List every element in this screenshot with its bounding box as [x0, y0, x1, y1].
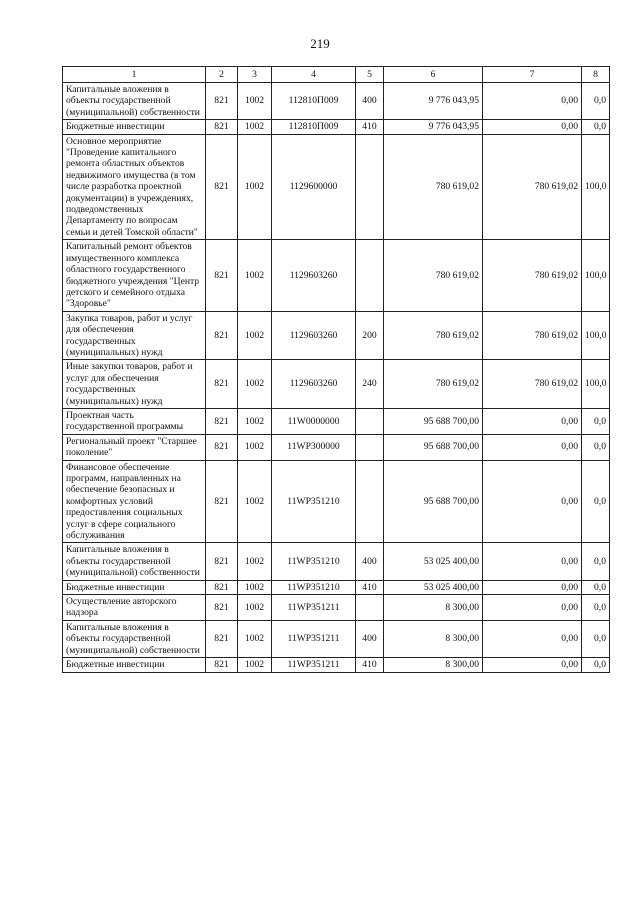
row-target-code-cell: 1129600000	[272, 134, 356, 240]
row-planned-cell: 780 619,02	[384, 134, 483, 240]
column-header: 6	[384, 67, 483, 83]
table-row	[63, 658, 610, 672]
row-executed-cell: 780 619,02	[483, 311, 582, 360]
table-row	[63, 83, 610, 120]
row-planned-cell: 780 619,02	[384, 240, 483, 311]
row-name-cell: Региональный проект "Старшее поколение"	[63, 434, 206, 460]
row-target-code-cell: 11WP300000	[272, 434, 356, 460]
row-planned-cell: 780 619,02	[384, 360, 483, 409]
row-expense-type-cell	[356, 460, 384, 543]
row-percent-cell: 100,0	[582, 134, 610, 240]
row-planned-cell: 53 025 400,00	[384, 543, 483, 580]
table-row	[63, 595, 610, 621]
row-executed-cell: 0,00	[483, 543, 582, 580]
row-expense-type-cell: 400	[356, 620, 384, 657]
row-executed-cell: 780 619,02	[483, 134, 582, 240]
row-executed-cell: 0,00	[483, 83, 582, 120]
row-section-cell: 1002	[238, 580, 272, 594]
row-percent-cell: 100,0	[582, 360, 610, 409]
row-percent-cell: 0,0	[582, 408, 610, 434]
budget-table	[62, 66, 610, 673]
row-target-code-cell: 112810П009	[272, 120, 356, 134]
row-name-cell: Бюджетные инвестиции	[63, 120, 206, 134]
row-section-cell: 1002	[238, 460, 272, 543]
row-section-cell: 1002	[238, 120, 272, 134]
row-planned-cell: 8 300,00	[384, 620, 483, 657]
row-planned-cell: 8 300,00	[384, 658, 483, 672]
row-percent-cell: 0,0	[582, 620, 610, 657]
row-executed-cell: 780 619,02	[483, 360, 582, 409]
row-executed-cell: 0,00	[483, 595, 582, 621]
row-name-cell: Финансовое обеспечение программ, направленных на обеспечение безопасных и комфортных условий предоставления социальных услуг в сфере социального обслуживания	[63, 460, 206, 543]
row-planned-cell: 95 688 700,00	[384, 434, 483, 460]
row-expense-type-cell	[356, 408, 384, 434]
table-row	[63, 311, 610, 360]
row-section-cell: 1002	[238, 311, 272, 360]
table-row	[63, 360, 610, 409]
column-header: 5	[356, 67, 384, 83]
table-body	[63, 83, 610, 673]
row-planned-cell: 780 619,02	[384, 311, 483, 360]
row-name-cell: Осуществление авторского надзора	[63, 595, 206, 621]
row-target-code-cell: 11WP351210	[272, 460, 356, 543]
row-executed-cell: 0,00	[483, 580, 582, 594]
row-target-code-cell: 1129603260	[272, 240, 356, 311]
row-code-cell: 821	[206, 658, 238, 672]
column-header: 1	[63, 67, 206, 83]
row-target-code-cell: 11WP351211	[272, 658, 356, 672]
row-expense-type-cell: 400	[356, 543, 384, 580]
row-percent-cell: 0,0	[582, 434, 610, 460]
row-percent-cell: 0,0	[582, 460, 610, 543]
row-expense-type-cell: 410	[356, 658, 384, 672]
row-executed-cell: 0,00	[483, 658, 582, 672]
row-executed-cell: 0,00	[483, 408, 582, 434]
table-row	[63, 620, 610, 657]
row-expense-type-cell	[356, 595, 384, 621]
table-row	[63, 543, 610, 580]
row-code-cell: 821	[206, 620, 238, 657]
row-code-cell: 821	[206, 434, 238, 460]
row-code-cell: 821	[206, 595, 238, 621]
row-code-cell: 821	[206, 120, 238, 134]
table-row	[63, 240, 610, 311]
row-target-code-cell: 1129603260	[272, 311, 356, 360]
row-name-cell: Капитальные вложения в объекты государственной (муниципальной) собственности	[63, 543, 206, 580]
row-planned-cell: 95 688 700,00	[384, 408, 483, 434]
row-executed-cell: 0,00	[483, 460, 582, 543]
column-header: 3	[238, 67, 272, 83]
row-code-cell: 821	[206, 311, 238, 360]
row-expense-type-cell	[356, 434, 384, 460]
row-name-cell: Основное мероприятие "Проведение капитального ремонта областных объектов недвижимого имущества (в том числе разработка проектной документации) в учреждениях, подведомственных Департаменту по вопросам семьи и детей Томской области"	[63, 134, 206, 240]
row-code-cell: 821	[206, 408, 238, 434]
table-header-row	[63, 67, 610, 83]
row-executed-cell: 0,00	[483, 120, 582, 134]
row-section-cell: 1002	[238, 408, 272, 434]
row-section-cell: 1002	[238, 83, 272, 120]
table-row	[63, 580, 610, 594]
row-name-cell: Капитальные вложения в объекты государственной (муниципальной) собственности	[63, 83, 206, 120]
table-row	[63, 134, 610, 240]
row-code-cell: 821	[206, 240, 238, 311]
column-header: 2	[206, 67, 238, 83]
row-section-cell: 1002	[238, 360, 272, 409]
row-percent-cell: 100,0	[582, 240, 610, 311]
row-executed-cell: 0,00	[483, 434, 582, 460]
row-percent-cell: 100,0	[582, 311, 610, 360]
row-code-cell: 821	[206, 134, 238, 240]
row-name-cell: Бюджетные инвестиции	[63, 658, 206, 672]
row-name-cell: Проектная часть государственной программы	[63, 408, 206, 434]
row-target-code-cell: 11WP351210	[272, 543, 356, 580]
row-expense-type-cell: 400	[356, 83, 384, 120]
row-code-cell: 821	[206, 83, 238, 120]
row-section-cell: 1002	[238, 240, 272, 311]
column-header: 4	[272, 67, 356, 83]
row-name-cell: Капитальные вложения в объекты государственной (муниципальной) собственности	[63, 620, 206, 657]
row-expense-type-cell: 200	[356, 311, 384, 360]
row-expense-type-cell	[356, 134, 384, 240]
page-number: 219	[310, 36, 330, 51]
table-row	[63, 120, 610, 134]
row-section-cell: 1002	[238, 543, 272, 580]
row-target-code-cell: 11WP351210	[272, 580, 356, 594]
row-name-cell: Бюджетные инвестиции	[63, 580, 206, 594]
row-section-cell: 1002	[238, 620, 272, 657]
row-target-code-cell: 11WP351211	[272, 595, 356, 621]
row-target-code-cell: 11WP351211	[272, 620, 356, 657]
row-section-cell: 1002	[238, 658, 272, 672]
row-percent-cell: 0,0	[582, 595, 610, 621]
row-code-cell: 821	[206, 460, 238, 543]
table-row	[63, 460, 610, 543]
row-section-cell: 1002	[238, 434, 272, 460]
row-section-cell: 1002	[238, 134, 272, 240]
row-planned-cell: 9 776 043,95	[384, 120, 483, 134]
row-executed-cell: 0,00	[483, 620, 582, 657]
row-expense-type-cell: 240	[356, 360, 384, 409]
table-row	[63, 408, 610, 434]
row-percent-cell: 0,0	[582, 658, 610, 672]
row-planned-cell: 8 300,00	[384, 595, 483, 621]
row-percent-cell: 0,0	[582, 83, 610, 120]
row-name-cell: Закупка товаров, работ и услуг для обеспечения государственных (муниципальных) нужд	[63, 311, 206, 360]
row-percent-cell: 0,0	[582, 543, 610, 580]
row-name-cell: Капитальный ремонт объектов имущественного комплекса областного государственного бюджетного учреждения "Центр детского и семейного отдыха "Здоровье"	[63, 240, 206, 311]
row-expense-type-cell: 410	[356, 120, 384, 134]
row-target-code-cell: 1129603260	[272, 360, 356, 409]
row-code-cell: 821	[206, 580, 238, 594]
row-section-cell: 1002	[238, 595, 272, 621]
row-code-cell: 821	[206, 360, 238, 409]
row-executed-cell: 780 619,02	[483, 240, 582, 311]
row-planned-cell: 53 025 400,00	[384, 580, 483, 594]
row-expense-type-cell	[356, 240, 384, 311]
row-code-cell: 821	[206, 543, 238, 580]
row-name-cell: Иные закупки товаров, работ и услуг для обеспечения государственных (муниципальных) нужд	[63, 360, 206, 409]
row-percent-cell: 0,0	[582, 580, 610, 594]
row-percent-cell: 0,0	[582, 120, 610, 134]
row-target-code-cell: 112810П009	[272, 83, 356, 120]
column-header: 7	[483, 67, 582, 83]
column-header: 8	[582, 67, 610, 83]
table-row	[63, 434, 610, 460]
row-target-code-cell: 11W0000000	[272, 408, 356, 434]
row-expense-type-cell: 410	[356, 580, 384, 594]
row-planned-cell: 9 776 043,95	[384, 83, 483, 120]
row-planned-cell: 95 688 700,00	[384, 460, 483, 543]
